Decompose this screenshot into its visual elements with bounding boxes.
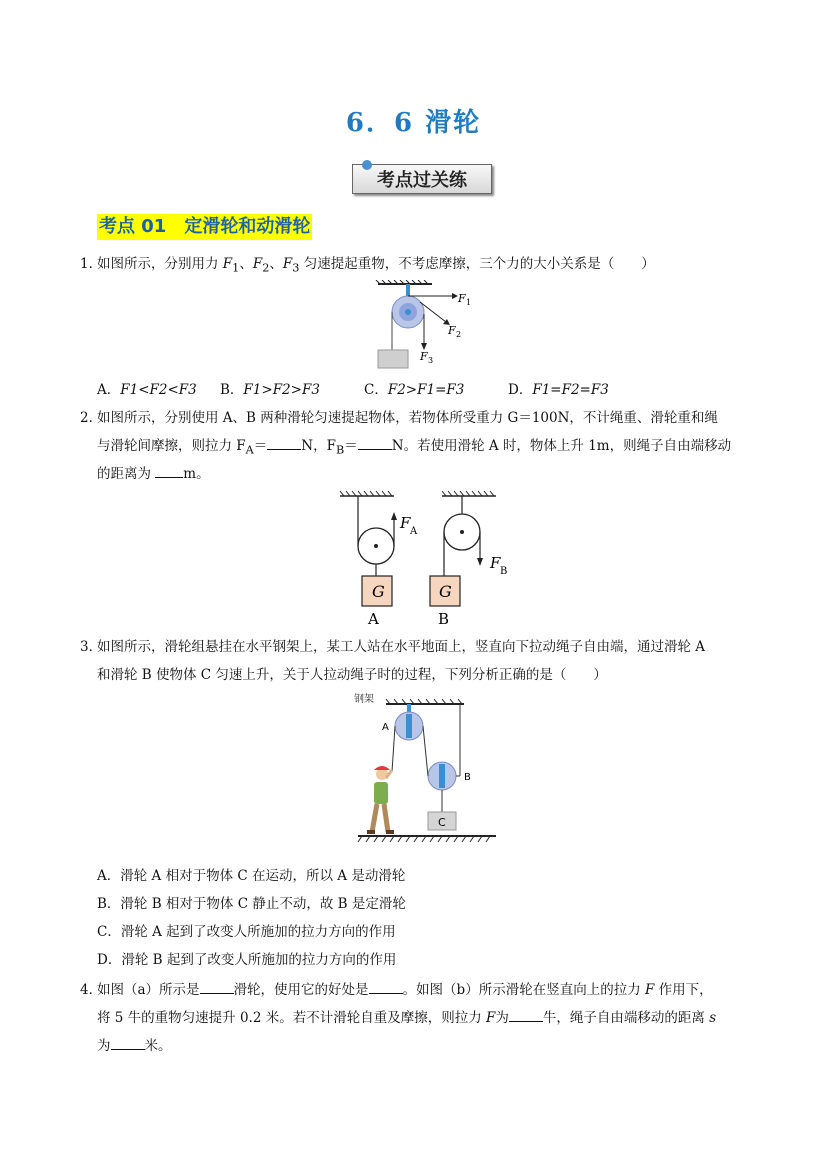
section-heading: 考点 01 定滑轮和动滑轮 (97, 214, 312, 240)
stem-text: 将 5 牛的重物匀速提升 0.2 米。若不计滑轮自重及摩擦，则拉力 (97, 1010, 487, 1026)
label-fb: F (490, 554, 501, 572)
question-2-line-3 (97, 460, 760, 488)
stem-text: ＝ (253, 438, 268, 454)
answer-blank[interactable] (369, 979, 403, 994)
stem-text: 的距离为 (97, 466, 156, 482)
force-symbol: F (252, 256, 263, 272)
distance-symbol: s (709, 1010, 717, 1026)
stem-text: 如图所示，分别用力 (97, 256, 223, 272)
stem-text: 作用下， (654, 982, 713, 998)
stem-text: 牛，绳子自由端移动的距离 (542, 1010, 710, 1026)
force-symbol: F (645, 982, 655, 998)
option-letter: B． (220, 382, 244, 398)
stem-text: 为 (97, 1038, 111, 1054)
answer-blank[interactable] (200, 979, 234, 994)
label-pulley-b: B (438, 610, 450, 628)
stem-text: N。若使用滑轮 A 时，物体上升 1m，则绳子自由端移动 (391, 438, 732, 454)
label-f2-sub: 2 (456, 330, 462, 339)
question-2-line-1 (80, 404, 760, 432)
label-fa: F (400, 514, 411, 532)
stem-text: 匀速提起重物，不考虑摩擦，三个力的大小关系是（ ） (299, 256, 655, 272)
question-4-line-1 (80, 976, 760, 1004)
option-letter: A． (97, 382, 121, 398)
stem-text: 米。 (144, 1038, 172, 1054)
subscript: B (335, 443, 345, 457)
answer-blank[interactable] (267, 435, 301, 450)
label-f1: F (458, 292, 466, 305)
label-c: C (438, 816, 446, 829)
label-fb-sub: B (500, 566, 508, 577)
label-f1-sub: 1 (466, 298, 472, 307)
stem-text: 如图所示，分别使用 A、B 两种滑轮匀速提起物体，若物体所受重力 G＝100N，不计绳重、滑轮重和绳 (97, 410, 718, 426)
option-letter: D． (508, 382, 533, 398)
badge-label: 考点过关练 (377, 170, 467, 191)
stem-text: 为 (495, 1010, 509, 1026)
force-symbol: F (486, 1010, 496, 1026)
question-number: 3． (80, 639, 103, 655)
question-number: 2． (80, 410, 103, 426)
label-fa-sub: A (410, 526, 418, 537)
label-steel-beam: 钢架 (354, 694, 374, 705)
figure-2-pulleys (338, 490, 518, 628)
label-f2: F (448, 324, 456, 337)
subscript: A (245, 443, 254, 457)
stem-text: 。如图（b）所示滑轮在竖直向上的拉力 (402, 982, 645, 998)
separator: 、 (239, 256, 253, 272)
q1-option-d[interactable] (508, 376, 609, 404)
section-badge (352, 160, 492, 194)
question-number: 1． (80, 256, 103, 272)
label-f3: F (420, 350, 428, 363)
stem-text: m。 (183, 466, 210, 482)
q1-option-c[interactable] (364, 376, 464, 404)
stem-text: ＝ (344, 438, 358, 454)
option-text: F1>F2>F3 (243, 382, 320, 398)
label-b: B (464, 772, 471, 783)
q3-option-b[interactable]: B．滑轮 B 相对于物体 C 静止不动，故 B 是定滑轮 (97, 896, 406, 912)
weight-g-b: G (439, 582, 452, 601)
subscript: 2 (262, 261, 270, 275)
question-number: 4． (80, 982, 103, 998)
force-symbol: F (222, 256, 233, 272)
stem-text: 如图所示，滑轮组悬挂在水平钢架上，某工人站在水平地面上，竖直向下拉动绳子自由端，通过滑轮 A (97, 639, 706, 655)
weight-g-a: G (372, 582, 385, 601)
q1-option-a[interactable] (97, 376, 197, 404)
stem-text: N，F (301, 438, 336, 454)
question-3-line-1 (80, 633, 760, 661)
answer-blank[interactable] (111, 1035, 145, 1050)
subscript: 3 (292, 261, 300, 275)
stem-text: 如图（a）所示是 (97, 982, 200, 998)
q1-option-b[interactable] (220, 376, 320, 404)
figure-3-pulley-system (350, 690, 500, 856)
force-symbol: F (282, 256, 293, 272)
q3-option-c[interactable]: C．滑轮 A 起到了改变人所施加的拉力方向的作用 (97, 924, 396, 940)
separator: 、 (269, 256, 283, 272)
question-4-line-3 (97, 1032, 760, 1060)
option-letter: C． (364, 382, 388, 398)
answer-blank[interactable] (358, 435, 392, 450)
question-4-line-2 (97, 1004, 760, 1032)
label-pulley-a: A (368, 610, 379, 628)
page-title: 6．6 滑轮 (345, 108, 482, 138)
question-1-stem (80, 250, 760, 283)
q3-option-d[interactable]: D．滑轮 B 起到了改变人所施加的拉力方向的作用 (97, 952, 397, 968)
option-text: F1=F2=F3 (532, 382, 609, 398)
label-a: A (382, 722, 389, 733)
answer-blank[interactable] (509, 1007, 543, 1022)
subscript: 1 (232, 261, 240, 275)
q3-option-a[interactable]: A．滑轮 A 相对于物体 C 在运动，所以 A 是动滑轮 (97, 868, 406, 884)
stem-text: 滑轮，使用它的好处是 (233, 982, 369, 998)
figure-1-fixed-pulley (370, 280, 480, 375)
label-f3-sub: 3 (428, 356, 434, 365)
option-text: F1<F2<F3 (120, 382, 197, 398)
answer-blank[interactable] (155, 463, 183, 478)
stem-text: 和滑轮 B 使物体 C 匀速上升，关于人拉动绳子时的过程，下列分析正确的是（ ） (97, 667, 607, 683)
option-text: F2>F1=F3 (387, 382, 465, 398)
stem-text: 与滑轮间摩擦，则拉力 F (97, 438, 246, 454)
question-3-line-2 (97, 661, 760, 689)
